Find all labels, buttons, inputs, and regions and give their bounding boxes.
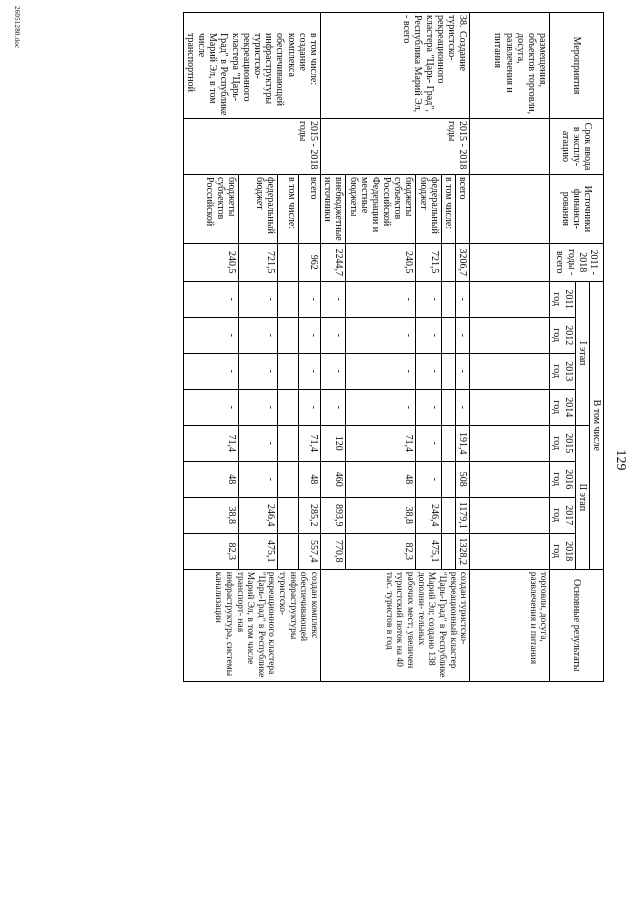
- total-cell: 240,5: [183, 243, 239, 281]
- source-cell: федеральный бюджет: [416, 175, 441, 244]
- year-cell: -: [239, 317, 278, 353]
- item-38-activity: [321, 13, 470, 119]
- year-cell: -: [456, 389, 470, 425]
- document-reference: 26051280.doc: [13, 6, 21, 49]
- header-deadline: Срок ввода в эксплу- атацию: [550, 119, 604, 175]
- year-cell: 557,4: [299, 533, 321, 569]
- header-year: 2016 год: [550, 461, 575, 497]
- year-cell: 82,3: [346, 533, 416, 569]
- header-year: 2017 год: [550, 497, 575, 533]
- header-sources: Источники финанси- рования: [550, 175, 604, 244]
- year-cell: -: [299, 353, 321, 389]
- item-38-sub-activity: [183, 13, 320, 119]
- source-cell: всего: [456, 175, 470, 244]
- total-cell: 721,5: [416, 243, 441, 281]
- year-cell: -: [299, 281, 321, 317]
- year-cell: 1328,2: [456, 533, 470, 569]
- item-38-sub-results: создан комплекс обеспечивающей инфраструктуры туристско- рекреационного кластера "Царь-Град" в Республике Марий Эл, в том числе транспорт- ная инфраструктура, системы канализации: [183, 569, 320, 681]
- year-cell: 120: [321, 425, 346, 461]
- table-header: [550, 13, 604, 682]
- year-cell: 508: [456, 461, 470, 497]
- year-cell: -: [239, 353, 278, 389]
- source-cell: бюджеты субъектов Российской: [183, 175, 239, 244]
- source-cell: бюджеты субъектов Российской Федерации и местные бюджеты: [346, 175, 416, 244]
- year-cell: -: [416, 353, 441, 389]
- year-cell: -: [183, 389, 239, 425]
- year-cell: -: [416, 461, 441, 497]
- year-cell: 475,1: [239, 533, 278, 569]
- table-row-38sub-total: [299, 13, 321, 682]
- header-year: 2012 год: [550, 317, 575, 353]
- year-cell: -: [183, 317, 239, 353]
- year-cell: 38,8: [346, 497, 416, 533]
- source-cell: в том числе:: [277, 175, 299, 244]
- source-cell: внебюджетные источники: [321, 175, 346, 244]
- total-cell: 240,5: [346, 243, 416, 281]
- header-year: 2014 год: [550, 389, 575, 425]
- header-total: 2011 - 2018 годы - всего: [550, 243, 604, 281]
- year-cell: 71,4: [346, 425, 416, 461]
- year-cell: 246,4: [239, 497, 278, 533]
- year-cell: -: [456, 317, 470, 353]
- year-cell: -: [321, 317, 346, 353]
- year-cell: 460: [321, 461, 346, 497]
- year-cell: -: [239, 461, 278, 497]
- total-cell: 721,5: [239, 243, 278, 281]
- year-cell: -: [416, 389, 441, 425]
- year-cell: 71,4: [183, 425, 239, 461]
- total-cell: 3206,7: [456, 243, 470, 281]
- year-cell: 71,4: [299, 425, 321, 461]
- page-number: 129: [613, 449, 628, 471]
- source-cell: всего: [299, 175, 321, 244]
- year-cell: -: [321, 389, 346, 425]
- year-cell: -: [183, 281, 239, 317]
- item-38-number: 38.: [457, 15, 469, 28]
- year-cell: -: [456, 353, 470, 389]
- year-cell: -: [299, 389, 321, 425]
- year-cell: 191,4: [456, 425, 470, 461]
- year-cell: 48: [346, 461, 416, 497]
- source-cell: федеральный бюджет: [239, 175, 278, 244]
- year-cell: -: [183, 353, 239, 389]
- year-cell: 246,4: [416, 497, 441, 533]
- item-38-deadline: 2015 - 2018 годы: [321, 119, 470, 175]
- year-cell: -: [321, 281, 346, 317]
- header-stage-1: I этап: [575, 281, 589, 425]
- year-cell: 285,2: [299, 497, 321, 533]
- header-year: 2018 год: [550, 533, 575, 569]
- year-cell: 48: [183, 461, 239, 497]
- year-cell: -: [416, 425, 441, 461]
- header-year: 2015 год: [550, 425, 575, 461]
- table-row-38-total: [456, 13, 470, 682]
- carryover-results: торговли, досуга, развлечения и питания: [470, 569, 550, 681]
- program-table: [183, 12, 604, 682]
- item-38-sub-deadline: 2015 - 2018 годы: [183, 119, 320, 175]
- year-cell: -: [346, 353, 416, 389]
- year-cell: -: [321, 353, 346, 389]
- year-cell: 893,9: [321, 497, 346, 533]
- year-cell: -: [239, 389, 278, 425]
- year-cell: 475,1: [416, 533, 441, 569]
- year-cell: -: [416, 317, 441, 353]
- header-results: Основные результаты: [550, 569, 604, 681]
- item-38-activity-text: Создание туристско- рекреационного кластера "Царь- Град", Республика Марий Эл, - всего: [401, 15, 469, 113]
- year-cell: -: [456, 281, 470, 317]
- year-cell: 770,8: [321, 533, 346, 569]
- year-cell: -: [346, 389, 416, 425]
- year-cell: -: [416, 281, 441, 317]
- table-row-carryover: [470, 13, 550, 682]
- header-in-that: В том числе: [589, 281, 603, 569]
- year-cell: 82,3: [183, 533, 239, 569]
- year-cell: 48: [299, 461, 321, 497]
- source-cell: в том числе:: [441, 175, 455, 244]
- header-year: 2013 год: [550, 353, 575, 389]
- year-cell: -: [239, 425, 278, 461]
- header-stage-2: II этап: [575, 425, 589, 569]
- carryover-activity: размещения, объектов торговли, досуга, развлечения и питания: [470, 13, 550, 119]
- header-activity: Мероприятия: [550, 13, 604, 119]
- item-38-results: создан туристско- рекреационный кластер "Царь-Град" в Республике Марий Эл; создано 138 дополни- тельных рабочих мест; увеличен туристский поток на 40 тыс. туристов в год: [321, 569, 470, 681]
- year-cell: -: [346, 317, 416, 353]
- total-cell: 962: [299, 243, 321, 281]
- header-year: 2011 год: [550, 281, 575, 317]
- year-cell: -: [239, 281, 278, 317]
- year-cell: 1179,1: [456, 497, 470, 533]
- year-cell: -: [346, 281, 416, 317]
- year-cell: 38,8: [183, 497, 239, 533]
- total-cell: 2244,7: [321, 243, 346, 281]
- item-38-sub-activity-text: в том числе: создание комплекса обеспечивающей инфраструктуры туристско- рекреационного кластера "Царь- Град" в Республике Марий Эл, в том числе транспортной: [184, 33, 319, 116]
- year-cell: -: [299, 317, 321, 353]
